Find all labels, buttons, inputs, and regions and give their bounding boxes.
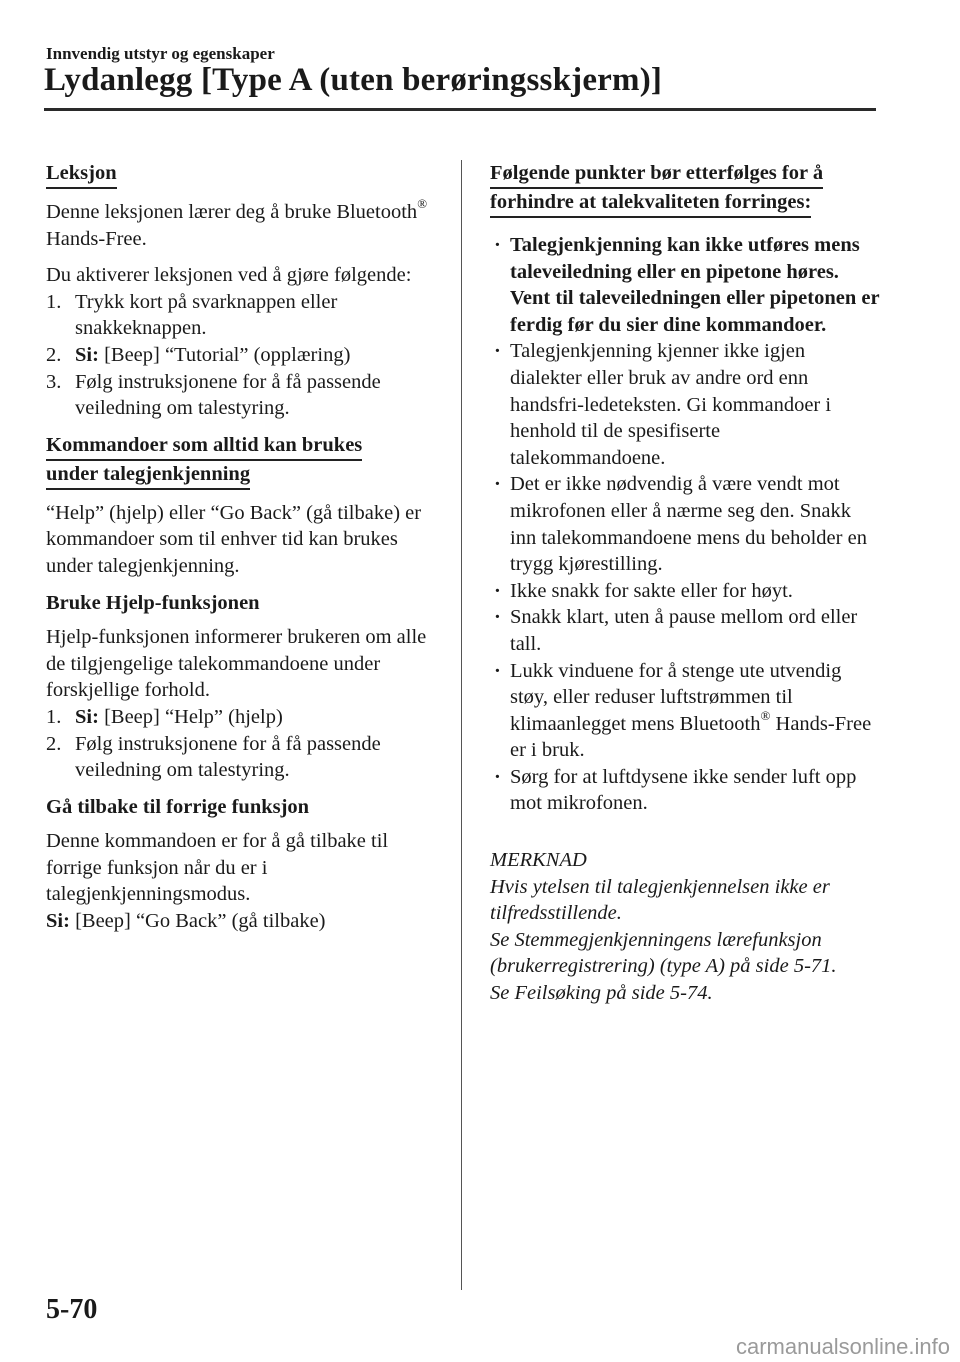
say-text: [Beep] “Go Back” (gå tilbake) <box>69 910 326 933</box>
lesson-paragraph-1 <box>46 196 438 252</box>
step-number: 2. <box>46 343 62 366</box>
lesson-steps <box>46 289 438 422</box>
list-item <box>490 604 880 657</box>
bullet-text: Sørg for at luftdysene ikke sender luft opp mot mikrofonen. <box>510 765 857 815</box>
registered-mark: ® <box>760 707 771 723</box>
watermark: carmanualsonline.info <box>735 1334 950 1359</box>
lesson-paragraph-2: Du aktiverer leksjonen ved å gjøre følgende: <box>46 264 412 287</box>
list-item <box>490 764 880 817</box>
step-text: Følg instruksjonene for å få passende veiledning om talestyring. <box>75 732 381 782</box>
bullet-dot-icon: · <box>494 473 501 496</box>
commands-heading-block <box>46 432 438 490</box>
bullet-dot-icon: · <box>494 340 501 363</box>
lesson-paragraph-1-tail: Hands-Free. <box>46 227 147 250</box>
bullet-text: Det er ikke nødvendig å være vendt mot mikrofonen eller å nærme seg den. Snakk inn talekommandoene mens du beholder en trygg kjørestilling. <box>510 473 867 576</box>
quality-bullets <box>490 232 880 817</box>
list-item <box>46 369 438 422</box>
section-label: Innvendig utstyr og egenskaper <box>46 44 275 63</box>
quality-heading-line-2: forhindre at talekvaliteten forringes: <box>490 189 811 218</box>
header-divider <box>44 108 876 111</box>
list-item <box>490 471 880 577</box>
step-label: Si: <box>75 705 99 728</box>
bullet-dot-icon: · <box>494 765 501 788</box>
step-number: 1. <box>46 705 62 728</box>
bullet-dot-icon: · <box>494 234 501 256</box>
step-number: 2. <box>46 732 62 755</box>
step-text: Følg instruksjonene for å få passende veiledning om talestyring. <box>75 370 381 420</box>
list-item <box>46 342 438 369</box>
bullet-text: Talegjenkjenning kjenner ikke igjen dialekter eller bruk av andre ord enn handsfri-ledeteksten. Gi kommandoer i henhold til de spesifiserte talekommandoene. <box>510 340 832 469</box>
note-block <box>490 847 880 1007</box>
step-number: 3. <box>46 370 62 393</box>
left-column <box>46 160 438 945</box>
list-item <box>490 658 880 764</box>
commands-paragraph: “Help” (hjelp) eller “Go Back” (gå tilbake) er kommandoer som til enhver tid kan brukes under talegjenkjenning. <box>46 501 422 577</box>
list-item <box>46 704 438 731</box>
list-item <box>490 338 880 471</box>
bullet-text: Talegjenkjenning kan ikke utføres mens taleveiledning eller en pipetone høres. Vent til taleveiledningen eller pipetonen er ferdig før du sier dine kommandoer. <box>510 234 880 336</box>
list-item <box>46 731 438 784</box>
step-text: [Beep] “Help” (hjelp) <box>98 705 283 728</box>
bullet-dot-icon: · <box>494 579 501 602</box>
bullet-dot-icon: · <box>494 659 501 682</box>
say-label: Si: <box>46 910 70 933</box>
lesson-heading-block <box>46 160 438 189</box>
help-heading: Bruke Hjelp-funksjonen <box>46 591 260 614</box>
bullet-dot-icon: · <box>494 606 501 629</box>
step-text: [Beep] “Tutorial” (opplæring) <box>98 343 351 366</box>
quality-heading-block <box>490 160 880 218</box>
note-line-1: Hvis ytelsen til talegjenkjennelsen ikke er tilfredsstillende. <box>490 875 830 925</box>
page-title: Lydanlegg [Type A (uten berøringsskjerm)] <box>44 62 663 98</box>
lesson-paragraph-1-text: Denne leksjonen lærer deg å bruke Bluetooth <box>46 201 418 223</box>
step-text: Trykk kort på svarknappen eller snakkeknappen. <box>75 290 338 340</box>
commands-heading-line-2: under talegjenkjenning <box>46 461 250 490</box>
list-item <box>46 289 438 342</box>
back-paragraph: Denne kommandoen er for å gå tilbake til forrige funksjon når du er i talegjenkjenningsmodus. <box>46 830 389 906</box>
list-item <box>490 578 880 605</box>
bullet-text: Snakk klart, uten å pause mellom ord eller tall. <box>510 606 858 655</box>
lesson-heading: Leksjon <box>46 160 117 189</box>
bullet-text-tail: Hands-Free er i bruk. <box>510 712 872 762</box>
commands-heading-line-1: Kommandoer som alltid kan brukes <box>46 432 362 461</box>
right-column <box>490 160 880 1007</box>
page-number: 5-70 <box>46 1294 98 1325</box>
step-label: Si: <box>75 343 99 366</box>
back-say-line <box>46 908 438 935</box>
help-paragraph: Hjelp-funksjonen informerer brukeren om alle de tilgjengelige talekommandoene under forskjellige forhold. <box>46 626 427 702</box>
quality-heading-line-1: Følgende punkter bør etterfølges for å <box>490 160 823 189</box>
note-line-3: Se Feilsøking på side 5-74. <box>490 982 713 1005</box>
bullet-text: Lukk vinduene for å stenge ute utvendig støy, eller reduser luftstrømmen til klimaanlegget mens Bluetooth <box>510 659 842 735</box>
back-heading: Gå tilbake til forrige funksjon <box>46 795 310 818</box>
help-steps <box>46 704 438 784</box>
note-title: MERKNAD <box>490 849 587 872</box>
list-item <box>490 232 880 338</box>
step-number: 1. <box>46 290 62 313</box>
note-line-2: Se Stemmegjenkjenningens lærefunksjon (brukerregistrering) (type A) på side 5-71. <box>490 928 837 978</box>
column-divider <box>461 160 462 1290</box>
bullet-text: Ikke snakk for sakte eller for høyt. <box>510 579 793 602</box>
registered-mark: ® <box>417 196 428 212</box>
